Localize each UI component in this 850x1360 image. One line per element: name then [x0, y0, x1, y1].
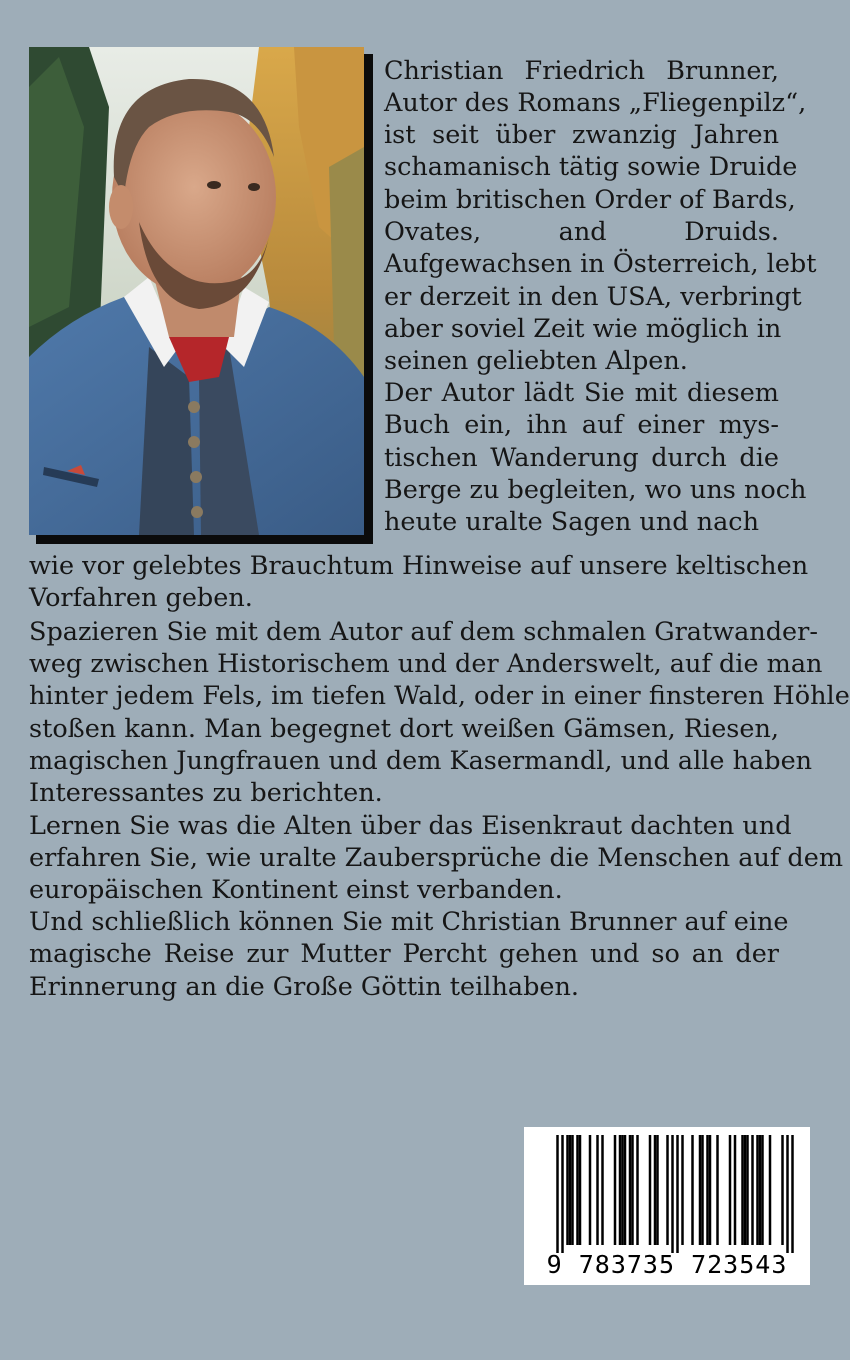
bio-line: beim britischen Order of Bards, — [384, 185, 796, 215]
barcode-bar — [601, 1135, 604, 1245]
barcode-bar — [556, 1135, 559, 1253]
body-line: weg zwischen Historischem und der Anderswelt, auf die man — [29, 649, 823, 679]
isbn-number: 9 783735 723543 — [546, 1250, 788, 1279]
barcode-bar — [676, 1135, 679, 1253]
body-line: Erinnerung an die Große Göttin teilhaben. — [29, 972, 580, 1002]
barcode-bar — [654, 1135, 657, 1245]
barcode-bar — [699, 1135, 702, 1245]
barcode-bar — [656, 1135, 659, 1245]
bio-line: seinen geliebten Alpen. — [384, 346, 688, 376]
bio-line: Ovates, and Druids. — [384, 217, 779, 247]
barcode-bar — [666, 1135, 669, 1245]
barcode-bar — [596, 1135, 599, 1245]
author-photo — [29, 47, 364, 535]
barcode-bar — [729, 1135, 732, 1245]
barcode-bar — [621, 1135, 624, 1245]
bio-line: heute uralte Sagen und nach — [384, 507, 760, 537]
body-line: stoßen kann. Man begegnet dort weißen Gämsen, Riesen, — [29, 714, 779, 744]
barcode-bar — [709, 1135, 712, 1245]
bio-line: tischen Wanderung durch die — [384, 443, 779, 473]
barcode-bar — [701, 1135, 704, 1245]
body-line: Interessantes zu berichten. — [29, 778, 383, 808]
barcode-bar — [761, 1135, 764, 1245]
barcode-bar — [671, 1135, 674, 1253]
bio-line: Der Autor lädt Sie mit diesem — [384, 378, 779, 408]
bio-line: Christian Friedrich Brunner, — [384, 56, 779, 86]
barcode-bar — [571, 1135, 574, 1245]
barcode-bar — [579, 1135, 582, 1245]
bio-line: Autor des Romans „Fliegenpilz“, — [384, 88, 807, 118]
barcode-bar — [681, 1135, 684, 1245]
barcode-bar — [706, 1135, 709, 1245]
barcode-bar — [716, 1135, 719, 1245]
body-line: Spazieren Sie mit dem Autor auf dem schmalen Gratwander- — [29, 617, 818, 647]
body-line: europäischen Kontinent einst verbanden. — [29, 875, 563, 905]
barcode-bar — [781, 1135, 784, 1245]
barcode-bars — [524, 1127, 810, 1253]
body-line: Und schließlich können Sie mit Christian Brunner auf eine — [29, 907, 789, 937]
barcode-bar — [561, 1135, 564, 1253]
barcode-bar — [791, 1135, 794, 1253]
barcode-bar — [629, 1135, 632, 1245]
barcode-bar — [624, 1135, 627, 1245]
barcode-bar — [759, 1135, 762, 1245]
barcode-bar — [746, 1135, 749, 1245]
body-line: hinter jedem Fels, im tiefen Wald, oder in einer finsteren Höhle — [29, 681, 850, 711]
barcode-bar — [786, 1135, 789, 1253]
body-line: erfahren Sie, wie uralte Zaubersprüche die Menschen auf dem — [29, 843, 844, 873]
bio-line: er derzeit in den USA, verbringt — [384, 282, 802, 312]
barcode-bar — [751, 1135, 754, 1245]
barcode-bar — [734, 1135, 737, 1245]
body-line: Vorfahren geben. — [29, 583, 253, 613]
barcode-bar — [756, 1135, 759, 1245]
barcode-bar — [744, 1135, 747, 1245]
bio-line: aber soviel Zeit wie möglich in — [384, 314, 782, 344]
barcode-bar — [566, 1135, 569, 1245]
body-line: wie vor gelebtes Brauchtum Hinweise auf unsere keltischen — [29, 551, 809, 581]
bio-line: Buch ein, ihn auf einer mys- — [384, 410, 779, 440]
barcode-bar — [576, 1135, 579, 1245]
barcode-bar — [691, 1135, 694, 1245]
bio-line: Aufgewachsen in Österreich, lebt — [384, 249, 817, 279]
barcode-bar — [569, 1135, 572, 1245]
barcode-bar — [631, 1135, 634, 1245]
bio-line: ist seit über zwanzig Jahren — [384, 120, 779, 150]
barcode-bar — [741, 1135, 744, 1245]
body-line: magische Reise zur Mutter Percht gehen und so an der — [29, 939, 779, 969]
barcode-bar — [769, 1135, 772, 1245]
barcode-bar — [589, 1135, 592, 1245]
bio-line: schamanisch tätig sowie Druide — [384, 152, 798, 182]
barcode-bar — [649, 1135, 652, 1245]
bio-line: Berge zu begleiten, wo uns noch — [384, 475, 807, 505]
barcode-bar — [636, 1135, 639, 1245]
body-line: magischen Jungfrauen und dem Kasermandl, und alle haben — [29, 746, 813, 776]
barcode-bar — [614, 1135, 617, 1245]
isbn-barcode — [524, 1127, 810, 1285]
barcode-bar — [619, 1135, 622, 1245]
body-line: Lernen Sie was die Alten über das Eisenkraut dachten und — [29, 811, 792, 841]
